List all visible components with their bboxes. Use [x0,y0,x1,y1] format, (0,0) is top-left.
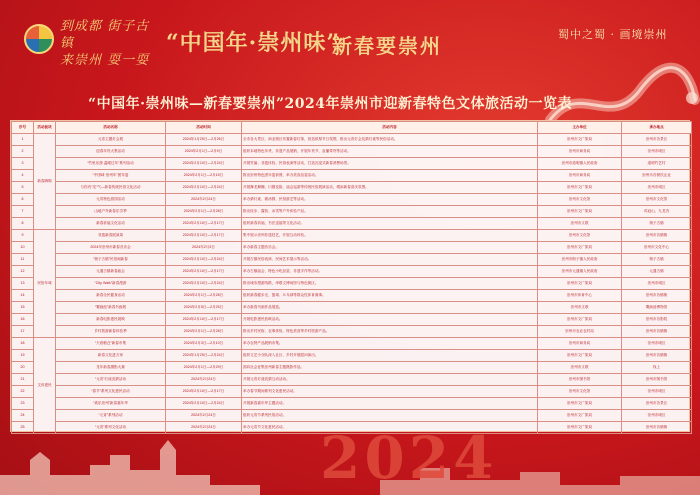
table-header-row [12,122,692,134]
cell-venue: 崇州市文化中心 [622,242,692,254]
cell-venue: 崇州市各景区 [622,134,692,146]
cell-index: 1 [12,134,34,146]
cell-activity-time: 2024年2月3日 [166,242,242,254]
cell-venue: 崇州市各影院 [622,314,692,326]
cell-activity-time: 2024年2月24日 [166,422,242,434]
cell-index: 19 [12,350,34,362]
cell-activity-name: 迎春年货大集活动 [56,146,166,158]
cell-activity-content: 推出乡村民宿、农事体验、特色美食等乡村旅游产品。 [242,326,538,338]
cell-activity-name: “街子古镇”民俗闹新春 [56,254,166,266]
activity-table-container [10,120,690,432]
cell-venue: 元通古镇 [622,266,692,278]
cell-venue: 街子古镇 [622,254,692,266]
cell-index: 11 [12,254,34,266]
page-title: “中国年·崇州味—新春要崇州”2024年崇州市迎新春特色文体旅活动一览表 [88,96,572,112]
cell-index: 18 [12,338,34,350]
cell-activity-content: 举办农特产品展销市集。 [242,338,538,350]
cell-activity-content: 开展元宵灯谜竞猜互动活动。 [242,374,538,386]
header-venue: 承办地点 [622,122,692,134]
cell-activity-name: 龙年新春摄影大赛 [56,362,166,374]
cell-activity-time: 2024年2月1日—2月29日 [166,362,242,374]
cell-venue: 道明竹艺村 [622,158,692,170]
cell-activity-name: “元宵”灯谜竞猜活动 [56,374,166,386]
cell-organizer: 崇州市文广旅局 [538,206,622,218]
cell-organizer: 崇州市商务局 [538,170,622,182]
cell-activity-name: 元宵主题灯会展 [56,134,166,146]
table-row [12,194,692,206]
cell-venue: 崇州市城区 [622,410,692,422]
cell-activity-content: 开展古镇民俗表演、民间艺术展示等活动。 [242,254,538,266]
table-row [12,278,692,290]
cell-organizer: 崇州市商务局 [538,338,622,350]
cell-venue: 崇州市各景区 [622,398,692,410]
cell-index: 14 [12,290,34,302]
cell-activity-time: 2024年2月10日—2月17日 [166,218,242,230]
cell-venue: 鸡冠山、九龙沟 [622,206,692,218]
slogan-line-1: 到成都 街子古镇 [60,19,150,51]
cell-section: 文体惠民 [34,338,56,434]
cell-organizer: 崇州市文广旅局 [538,314,622,326]
header-banner [0,0,700,80]
table-row [12,410,692,422]
cell-activity-content: 组织元宵节系列民俗活动。 [242,410,538,422]
cell-section: 新春嗨购 [34,134,56,230]
cell-activity-name: 乡村旅游新春体验季 [56,326,166,338]
cell-activity-time: 2024年2月3日—2月10日 [166,338,242,350]
cell-activity-time: 2024年2月24日 [166,194,242,206]
cell-activity-name: “罨画池”新春书画展 [56,302,166,314]
table-row [12,266,692,278]
campaign-title: “中国年·崇州味” [166,30,340,56]
cell-activity-time: 2024年2月1日—2月15日 [166,170,242,182]
cell-venue: 崇州市图书馆 [622,374,692,386]
slogan-line-2: 来崇州 耍一耍 [60,53,150,68]
cell-organizer: 崇州市文化馆 [538,230,622,242]
cell-activity-time: 2024年2月10日—2月24日 [166,398,242,410]
cell-organizer: 崇州市文化馆 [538,386,622,398]
cell-organizer: 崇州市商务局 [538,146,622,158]
cell-venue: 崇州市城区 [622,386,692,398]
campaign-subtitle: 新春要崇州 [332,34,442,58]
table-row [12,146,692,158]
cell-venue: 崇州市城区 [622,338,692,350]
cell-index: 23 [12,398,34,410]
cell-activity-name: 山地户外新春乐享季 [56,206,166,218]
cell-index: 22 [12,386,34,398]
cell-index: 17 [12,326,34,338]
cell-organizer: 崇州市文广旅局 [538,398,622,410]
table-row [12,218,692,230]
cell-index: 9 [12,230,34,242]
cell-activity-name: “元宵”系列活动 [56,410,166,422]
cell-activity-content: 举办猜灯谜、做汤圆、民俗游艺等活动。 [242,194,538,206]
cell-index: 21 [12,374,34,386]
cell-activity-time: 2024年2月1日—2月28日 [166,326,242,338]
cell-venue: 崇州市城区 [622,278,692,290]
cell-venue: 崇州市文化馆 [622,194,692,206]
cell-activity-time: 2024年2月1日—2月9日 [166,146,242,158]
cell-index: 13 [12,278,34,290]
cell-activity-content: 组织新春祈福、书法送福等文化活动。 [242,218,538,230]
cell-activity-name: 新春全民健身活动 [56,290,166,302]
cell-activity-name: 2024年崇州市新春音乐会 [56,242,166,254]
cell-organizer: 崇州市文联 [538,302,622,314]
cell-venue: 崇州市城区 [622,146,692,158]
cell-venue: 崇州市各镇街 [622,230,692,242]
table-row [12,362,692,374]
table-row [12,182,692,194]
cell-venue: 线上 [622,362,692,374]
cell-activity-content: 举办新春主题音乐会。 [242,242,538,254]
cell-activity-time: 2024年1月25日—2月26日 [166,134,242,146]
table-row [12,206,692,218]
table-row [12,338,692,350]
cell-activity-time: 2024年2月10日—2月24日 [166,254,242,266]
table-row [12,302,692,314]
cell-activity-name: “中国味·崇州年”团年宴 [56,170,166,182]
cell-activity-content: 开展新春嘉年华主题活动。 [242,398,538,410]
cell-index: 4 [12,170,34,182]
cell-organizer: 崇州市道明镇人民政府 [538,158,622,170]
cell-activity-content: 开展舞龙舞狮、川剧变脸、庙会巡游等传统民俗展演活动，增添新春喜庆氛围。 [242,182,538,194]
cell-venue: 罨画池博物馆 [622,302,692,314]
cell-activity-content: 举办新春书画作品展览。 [242,302,538,314]
activity-table [11,121,692,434]
cell-activity-name: 新春祈福文化活动 [56,218,166,230]
cell-section: 民俗年味 [34,230,56,338]
cell-activity-content: 开展电影惠民放映活动。 [242,314,538,326]
cell-venue: 崇州市各镇街 [622,326,692,338]
cell-activity-content: 全市各大景区、商业街区布置新春灯饰，营造浓厚节日氛围，推出元宵灯会及猜灯谜等民俗活动。 [242,134,538,146]
cell-index: 25 [12,422,34,434]
cell-activity-name: “竹里乐游 温暖过年”系列活动 [56,158,166,170]
cell-organizer: 崇州市文联 [538,362,622,374]
cell-index: 2 [12,146,34,158]
cell-activity-time: 2024年2月10日—2月24日 [166,182,242,194]
cell-activity-content: 举办春节期间系列文化惠民活动。 [242,386,538,398]
table-row [12,374,692,386]
cell-index: 12 [12,266,34,278]
cell-activity-time: 2024年2月10日—2月17日 [166,230,242,242]
cell-activity-content: 面向社会征集崇州新春主题摄影作品。 [242,362,538,374]
table-row [12,350,692,362]
cell-activity-name: 新春文化进万家 [56,350,166,362]
cell-index: 7 [12,206,34,218]
corner-slogan: 蜀中之蜀 · 画境崇州 [558,28,668,41]
cell-activity-time: 2024年2月10日—2月24日 [166,278,242,290]
cell-index: 5 [12,182,34,194]
cell-organizer: 崇州市农业农村局 [538,326,622,338]
cell-index: 16 [12,314,34,326]
cell-activity-content: 推出城市漫游线路，串联文博场馆与特色街区。 [242,278,538,290]
cell-venue: 崇州市城区 [622,182,692,194]
table-row [12,242,692,254]
cell-organizer: 崇州市街子镇人民政府 [538,254,622,266]
cell-activity-name: “City Walk”新春漫游 [56,278,166,290]
cell-activity-name: “欢乐崇州”新春嘉年华 [56,398,166,410]
year-watermark: 2024 [320,424,498,492]
table-row [12,386,692,398]
cell-activity-content: 推出徒步、露营、冰雪等户外体验产品。 [242,206,538,218]
cell-activity-time: 2024年2月10日—2月24日 [166,158,242,170]
table-row [12,398,692,410]
cell-activity-time: 2024年2月24日 [166,374,242,386]
cell-activity-time: 2024年1月25日—2月24日 [166,350,242,362]
cell-venue: 崇州市各镇街 [622,350,692,362]
cell-activity-name: 与你有“龙”气—新春传统民俗文化活动 [56,182,166,194]
header-activity-time: 活动时间 [166,122,242,134]
cell-organizer: 崇州市文广旅局 [538,422,622,434]
cell-organizer: 崇州市文广旅局 [538,182,622,194]
cell-organizer: 崇州市元通镇人民政府 [538,266,622,278]
cell-activity-name: “天府粮仓”新春市集 [56,338,166,350]
cell-organizer: 崇州市文化馆 [538,194,622,206]
table-row [12,254,692,266]
table-row [12,290,692,302]
cell-organizer: 崇州市文广旅局 [538,350,622,362]
cell-venue: 崇州市各镇街 [622,290,692,302]
table-row [12,326,692,338]
cell-index: 20 [12,362,34,374]
cell-activity-content: 组织新春健步走、篮球、乒乓球等群众性体育赛事。 [242,290,538,302]
cell-activity-content: 推出崇州特色团年宴套餐，举办美食品鉴活动。 [242,170,538,182]
header-organizer: 主办单位 [538,122,622,134]
cell-index: 8 [12,218,34,230]
cell-venue: 街子古镇 [622,218,692,230]
campaign-logo-icon [24,24,54,54]
cell-activity-name: “春节”系列文化惠民活动 [56,386,166,398]
cell-organizer: 崇州市文广旅局 [538,134,622,146]
cell-index: 10 [12,242,34,254]
cell-activity-content: 集中展示崇州非遗技艺，开展互动体验。 [242,230,538,242]
cell-organizer: 崇州市文联 [538,218,622,230]
cell-organizer: 崇州市体育中心 [538,290,622,302]
header-activity-content: 活动内容 [242,122,538,134]
cell-activity-name: “元宵”系列文化活动 [56,422,166,434]
cell-activity-time: 2024年2月10日—2月17日 [166,266,242,278]
table-row [12,230,692,242]
cell-activity-content: 举办元宵节文化惠民活动。 [242,422,538,434]
campaign-slogan [60,18,160,69]
header-section: 活动板块 [34,122,56,134]
cell-activity-name: 元通古镇新春庙会 [56,266,166,278]
cell-activity-time: 2024年2月1日—2月28日 [166,206,242,218]
cell-venue: 崇州市各镇街 [622,422,692,434]
cell-activity-time: 2024年2月5日—2月25日 [166,302,242,314]
cell-activity-content: 举办古镇庙会、特色小吃品鉴、非遗手作等活动。 [242,266,538,278]
header-activity-name: 活动名称 [56,122,166,134]
cell-activity-content: 开展竹编、非遗体验、民俗表演等活动，打造沉浸式新春消费场景。 [242,158,538,170]
cell-activity-time: 2024年2月10日—2月17日 [166,386,242,398]
cell-activity-time: 2024年2月10日—2月17日 [166,314,242,326]
table-row [12,134,692,146]
cell-organizer: 崇州市文广旅局 [538,278,622,290]
cell-activity-time: 2024年2月1日—2月28日 [166,290,242,302]
table-body [12,134,692,434]
cell-organizer: 崇州市文广旅局 [538,242,622,254]
cell-activity-name: 元宵特色游园活动 [56,194,166,206]
cell-index: 24 [12,410,34,422]
cell-organizer: 崇州市文广旅局 [538,410,622,422]
cell-activity-content: 组织本地特色年货、非遗产品展销，开展年货节、直播带货等活动。 [242,146,538,158]
cell-index: 6 [12,194,34,206]
table-row [12,170,692,182]
cell-index: 15 [12,302,34,314]
cell-activity-content: 组织文艺小分队深入社区、乡村开展慰问演出。 [242,350,538,362]
cell-index: 3 [12,158,34,170]
cell-venue: 崇州市各餐饮企业 [622,170,692,182]
table-row [12,314,692,326]
cell-organizer: 崇州市图书馆 [538,374,622,386]
table-row [12,158,692,170]
cell-activity-name: 非遗新春展演周 [56,230,166,242]
cell-activity-time: 2024年2月24日 [166,410,242,422]
header-index: 序号 [12,122,34,134]
cell-activity-name: 新春电影惠民展映 [56,314,166,326]
